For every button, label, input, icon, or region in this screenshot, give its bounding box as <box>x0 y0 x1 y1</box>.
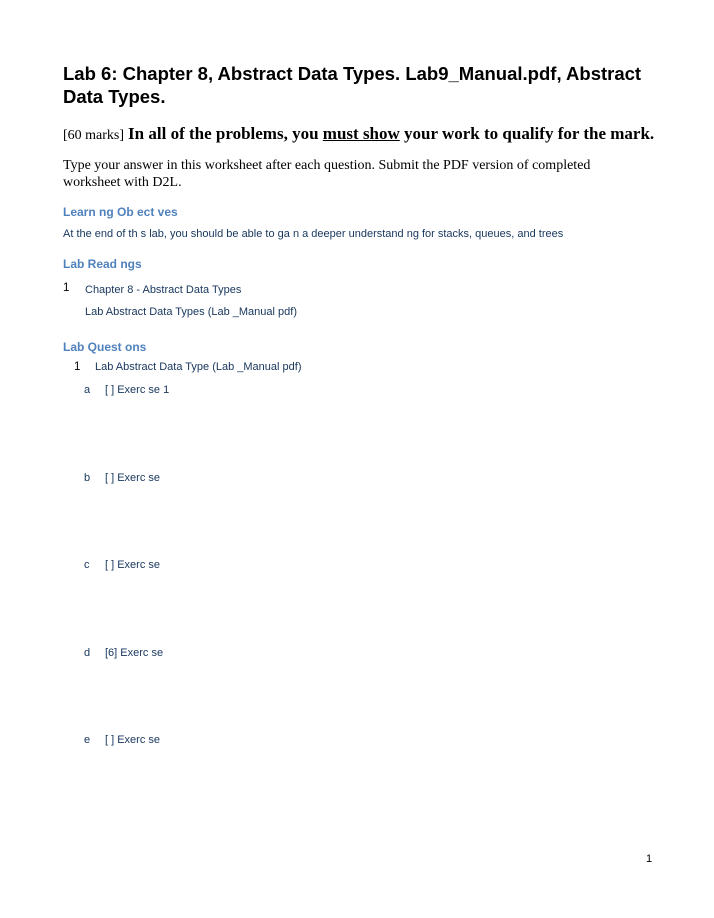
question-part-label: [6] Exerc se <box>105 647 164 659</box>
question-part-letter: a <box>84 384 91 396</box>
question-part-label: [ ] Exerc se <box>105 472 161 484</box>
instruction-text-before: In all of the problems, you <box>128 124 323 143</box>
question-part-label: [ ] Exerc se 1 <box>105 384 170 396</box>
document-title: Lab 6: Chapter 8, Abstract Data Types. Lab9_Manual.pdf, Abstract Data Types. <box>63 63 642 107</box>
question-part-label: [ ] Exerc se <box>105 734 161 746</box>
lab-question-number: 1 <box>74 361 81 373</box>
question-part-letter: e <box>84 734 91 746</box>
question-part-label: [ ] Exerc se <box>105 559 161 571</box>
instruction-text-after: your work to qualify for the mark. <box>399 124 655 143</box>
question-part-letter: d <box>84 647 91 659</box>
lab-question-title: Lab Abstract Data Type (Lab _Manual pdf) <box>95 361 302 373</box>
lab-readings-heading: Lab Read ngs <box>63 257 142 271</box>
lab-questions-heading: Lab Quest ons <box>63 340 147 354</box>
learning-objectives-text: At the end of th s lab, you should be able to ga n a deeper understand ng for stacks, queues, and trees <box>63 228 564 240</box>
marks-instruction <box>63 124 683 144</box>
reading-item-1: Chapter 8 - Abstract Data Types <box>85 284 242 296</box>
instruction-underlined: must show <box>322 124 400 143</box>
reading-item-2: Lab Abstract Data Types (Lab _Manual pdf) <box>85 306 297 318</box>
page-number: 1 <box>646 853 653 865</box>
marks-label: [60 marks] <box>63 128 125 143</box>
submission-note: Type your answer in this worksheet after each question. Submit the PDF version of completed worksheet with D2L. <box>63 158 591 190</box>
question-part-letter: c <box>84 559 90 571</box>
learning-objectives-heading: Learn ng Ob ect ves <box>63 205 178 219</box>
lab-readings-number: 1 <box>63 282 70 294</box>
question-part-letter: b <box>84 472 91 484</box>
